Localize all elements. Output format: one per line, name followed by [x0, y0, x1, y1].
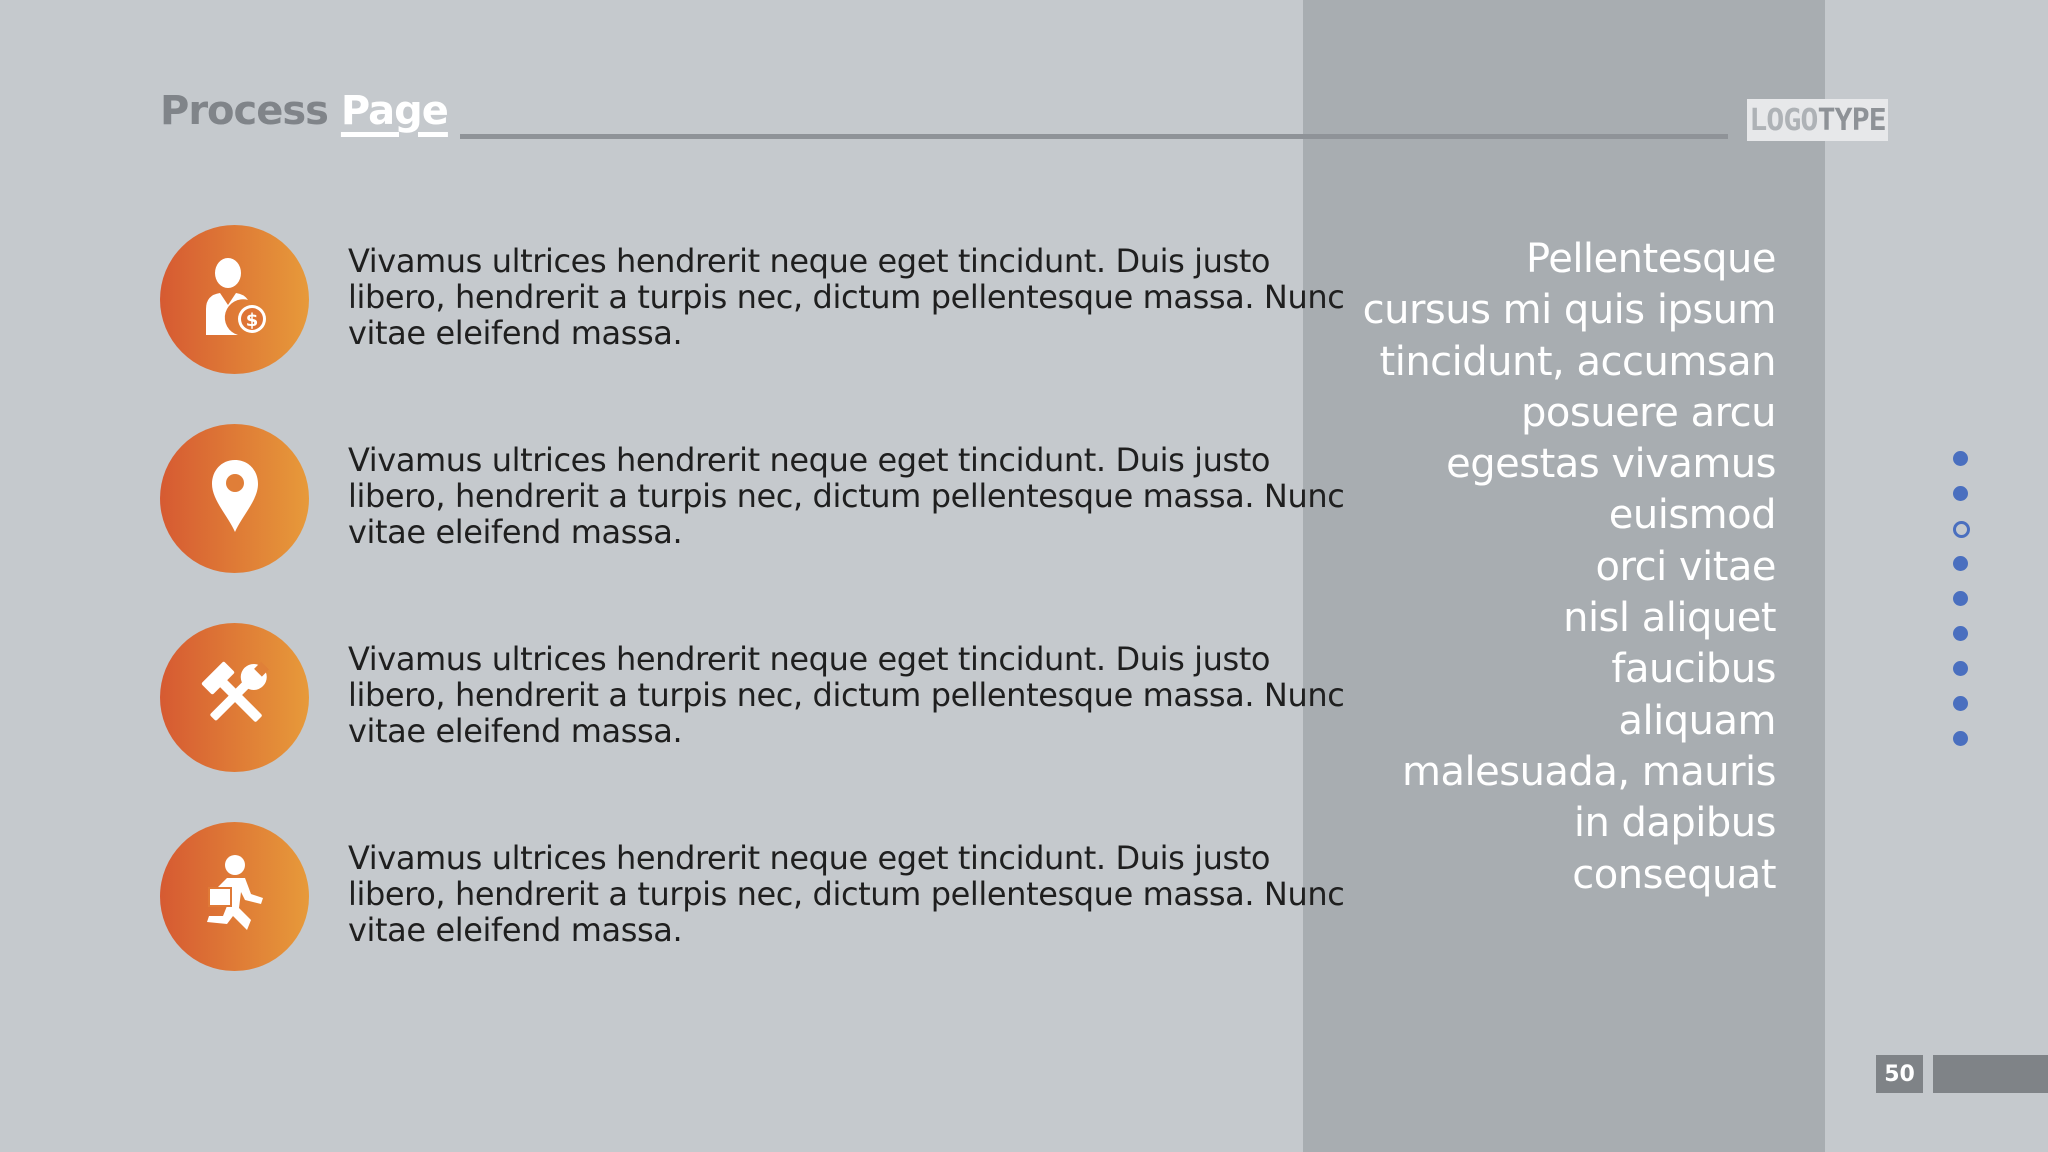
item-text: Vivamus ultrices hendrerit neque eget tincidunt. Duis justo libero, hendrerit a turpis nec, dictum pellentesque massa. Nunc vitae eleifend massa.: [348, 640, 1345, 750]
side-text-line: faucibus: [1611, 646, 1776, 693]
running-courier-icon: [197, 854, 273, 939]
hammer-wrench-icon: [196, 659, 274, 736]
side-text-line: malesuada, mauris: [1402, 748, 1776, 795]
side-text-line: Pellentesque: [1526, 236, 1776, 282]
location-pin-icon: [210, 458, 260, 539]
page-number: 50: [1876, 1055, 1923, 1093]
logo-part1: LOGO: [1749, 102, 1818, 138]
side-text-line: posuere arcu: [1521, 389, 1776, 436]
side-text-line: in dapibus: [1573, 800, 1776, 847]
side-text-line: orci vitae: [1595, 543, 1776, 590]
nav-dot[interactable]: [1953, 626, 1968, 641]
nav-dot-active[interactable]: [1953, 521, 1970, 538]
item-icon-circle: [160, 424, 309, 573]
item-text: Vivamus ultrices hendrerit neque eget tincidunt. Duis justo libero, hendrerit a turpis nec, dictum pellentesque massa. Nunc vitae eleifend massa.: [348, 441, 1345, 551]
item-icon-circle: [160, 623, 309, 772]
side-text-line: aliquam: [1618, 697, 1776, 744]
nav-dot[interactable]: [1953, 731, 1968, 746]
nav-dot[interactable]: [1953, 696, 1968, 711]
page-title-part2: Page: [340, 88, 448, 134]
process-item: [160, 623, 1345, 773]
businessman-dollar-icon: [200, 257, 270, 342]
page-title: [160, 88, 448, 148]
logo-part2: TYPE: [1817, 102, 1886, 138]
process-item: [160, 225, 1345, 375]
nav-dot[interactable]: [1953, 486, 1968, 501]
side-text-line: euismod: [1608, 492, 1776, 539]
nav-dot[interactable]: [1953, 556, 1968, 571]
page-number-bar: [1933, 1055, 2048, 1093]
nav-dot[interactable]: [1953, 661, 1968, 676]
side-text-line: nisl aliquet: [1563, 595, 1776, 642]
logotype: [1747, 99, 1888, 141]
nav-dot[interactable]: [1953, 591, 1968, 606]
side-panel-text: [1330, 234, 1776, 901]
svg-text:$: $: [245, 310, 258, 331]
page-title-part1: Process: [160, 88, 328, 134]
side-text-line: cursus mi quis ipsum: [1362, 287, 1776, 334]
nav-dot[interactable]: [1953, 451, 1968, 466]
title-divider: [460, 134, 1728, 139]
process-item: [160, 424, 1345, 574]
side-text-line: consequat: [1572, 851, 1776, 898]
item-text: Vivamus ultrices hendrerit neque eget tincidunt. Duis justo libero, hendrerit a turpis nec, dictum pellentesque massa. Nunc vitae eleifend massa.: [348, 839, 1345, 949]
item-icon-circle: [160, 822, 309, 971]
process-item: [160, 822, 1345, 972]
side-text-line: egestas vivamus: [1446, 441, 1776, 488]
side-text-line: tincidunt, accumsan: [1379, 338, 1776, 385]
item-text: Vivamus ultrices hendrerit neque eget tincidunt. Duis justo libero, hendrerit a turpis nec, dictum pellentesque massa. Nunc vitae eleifend massa.: [348, 242, 1345, 352]
item-icon-circle: [160, 225, 309, 374]
